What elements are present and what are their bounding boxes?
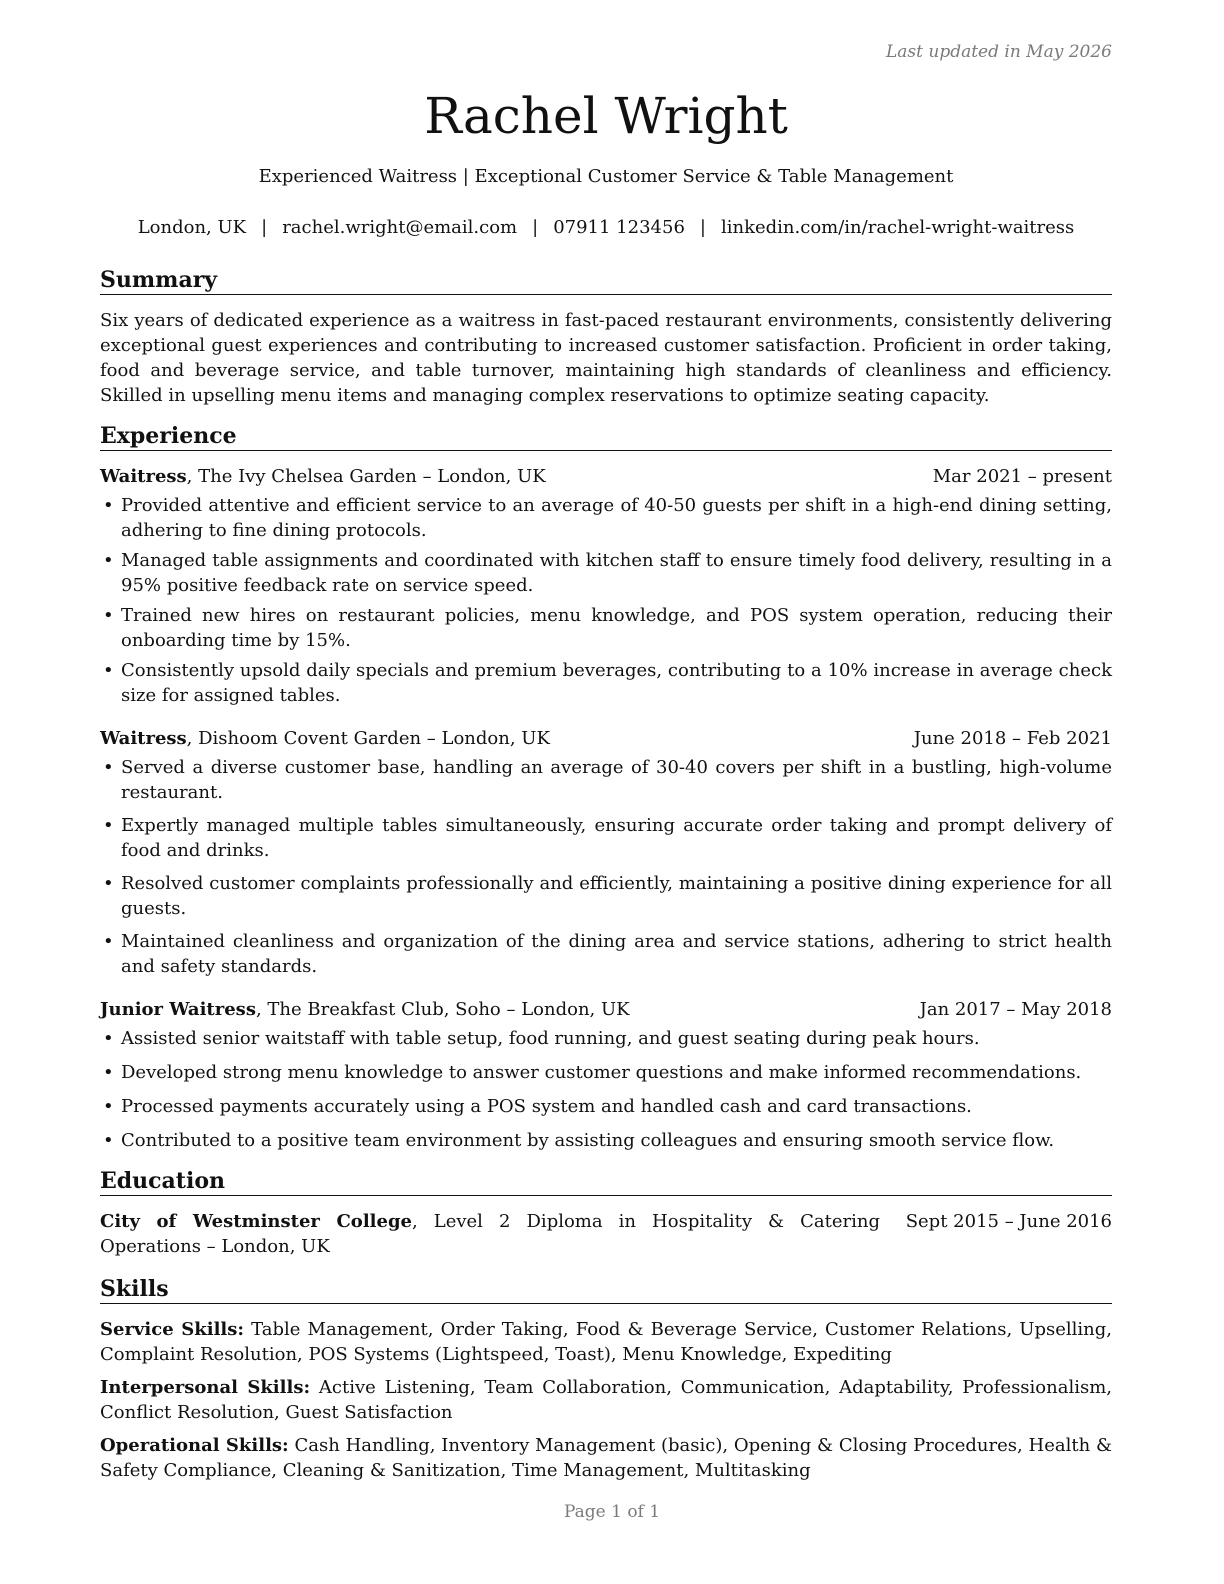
contact-location: London, UK — [137, 217, 247, 238]
job-bullet-text: Consistently upsold daily specials and premium beverages, contributing to a 10% increase in average check size for assigned tables. — [121, 660, 1112, 706]
job-bullets — [100, 493, 1112, 708]
education-entry — [100, 1209, 1112, 1259]
job-role-place — [100, 997, 630, 1022]
bullet-icon: • — [103, 815, 114, 836]
job-bullet — [100, 929, 1112, 979]
education-section — [100, 1167, 1112, 1259]
job-bullet — [100, 1060, 1112, 1085]
job-entry — [100, 997, 1112, 1153]
job-entry — [100, 726, 1112, 979]
bullet-icon: • — [103, 550, 114, 571]
education-school: City of Westminster College — [100, 1211, 412, 1232]
contact-phone: 07911 123456 — [553, 217, 685, 238]
job-role: Waitress — [100, 728, 187, 749]
job-bullet — [100, 1026, 1112, 1051]
bullet-icon: • — [103, 660, 114, 681]
candidate-name: Rachel Wright — [424, 87, 788, 145]
page-number: Page 1 of 1 — [563, 1502, 661, 1522]
skill-group — [100, 1433, 1112, 1483]
job-role: Junior Waitress — [100, 999, 256, 1020]
bullet-icon: • — [103, 495, 114, 516]
section-title-skills: Skills — [100, 1275, 1112, 1304]
section-title-education: Education — [100, 1167, 1112, 1196]
experience-section — [100, 422, 1112, 1153]
job-bullet-text: Resolved customer complaints professionally and efficiently, maintaining a positive dining experience for all guests. — [121, 873, 1112, 919]
job-bullet — [100, 548, 1112, 598]
job-bullet-text: Assisted senior waitstaff with table setup, food running, and guest seating during peak hours. — [121, 1028, 980, 1049]
skill-group-items: Table Management, Order Taking, Food & Beverage Service, Customer Relations, Upselling, Complaint Resolution, POS Systems (Lightspeed, Toast), Menu Knowledge, Expediting — [100, 1319, 1112, 1365]
skill-group-label: Service Skills: — [100, 1319, 245, 1340]
job-employer: , The Ivy Chelsea Garden – London, UK — [186, 466, 546, 487]
job-bullet-text: Processed payments accurately using a POS system and handled cash and card transactions. — [121, 1096, 972, 1117]
summary-section — [100, 266, 1112, 408]
last-updated-note: Last updated in May 2026 — [885, 42, 1112, 62]
contact-separator: | — [261, 217, 268, 238]
bullet-icon: • — [103, 757, 114, 778]
job-role-place — [100, 464, 546, 489]
job-bullet — [100, 1128, 1112, 1153]
bullet-icon: • — [103, 931, 114, 952]
job-header — [100, 726, 1112, 751]
job-bullet-text: Contributed to a positive team environment by assisting colleagues and ensuring smooth service flow. — [121, 1130, 1055, 1151]
job-bullet — [100, 1094, 1112, 1119]
education-program: , Level 2 Diploma in Hospitality & Catering Operations – London, UK — [100, 1211, 880, 1257]
candidate-tagline: Experienced Waitress | Exceptional Customer Service & Table Management — [258, 166, 954, 187]
skill-group-label: Operational Skills: — [100, 1435, 289, 1456]
skill-group-items: Cash Handling, Inventory Management (basic), Opening & Closing Procedures, Health & Safety Compliance, Cleaning & Sanitization, Time Management, Multitasking — [100, 1435, 1112, 1481]
job-bullet-text: Developed strong menu knowledge to answer customer questions and make informed recommendations. — [121, 1062, 1082, 1083]
section-title-summary: Summary — [100, 266, 1112, 295]
job-bullet — [100, 493, 1112, 543]
contact-email[interactable]: rachel.wright@email.com — [282, 217, 518, 238]
summary-text: Six years of dedicated experience as a waitress in fast-paced restaurant environments, consistently delivering exceptional guest experiences and contributing to increased customer satisfaction. Proficient in order taking, food and beverage service, and table turnover, maintaining high standards of cleanliness and efficiency. Skilled in upselling menu items and managing complex reservations to optimize seating capacity. — [100, 310, 1112, 406]
job-bullet — [100, 658, 1112, 708]
bullet-icon: • — [103, 1062, 114, 1083]
education-details — [100, 1209, 880, 1259]
job-employer: , The Breakfast Club, Soho – London, UK — [255, 999, 630, 1020]
job-bullets — [100, 1026, 1112, 1153]
job-bullet-text: Expertly managed multiple tables simultaneously, ensuring accurate order taking and prompt delivery of food and drinks. — [121, 815, 1112, 861]
job-bullet-text: Served a diverse customer base, handling an average of 30-40 covers per shift in a bustling, high-volume restaurant. — [121, 757, 1112, 803]
bullet-icon: • — [103, 1130, 114, 1151]
job-bullet — [100, 813, 1112, 863]
contact-separator: | — [532, 217, 539, 238]
resume-page — [100, 40, 1112, 1491]
contact-linkedin[interactable]: linkedin.com/in/rachel-wright-waitress — [720, 217, 1075, 238]
job-dates: Mar 2021 – present — [932, 466, 1112, 487]
job-bullet — [100, 871, 1112, 921]
skill-group-label: Interpersonal Skills: — [100, 1377, 311, 1398]
job-role-place — [100, 726, 550, 751]
job-header — [100, 464, 1112, 489]
bullet-icon: • — [103, 1028, 114, 1049]
job-bullet-text: Managed table assignments and coordinated with kitchen staff to ensure timely food delivery, resulting in a 95% positive feedback rate on service speed. — [121, 550, 1112, 596]
job-entry — [100, 464, 1112, 708]
job-bullet — [100, 603, 1112, 653]
skills-section — [100, 1275, 1112, 1483]
job-dates: Jan 2017 – May 2018 — [919, 999, 1112, 1020]
section-title-experience: Experience — [100, 422, 1112, 451]
contact-line — [100, 216, 1112, 240]
job-bullet-text: Trained new hires on restaurant policies, menu knowledge, and POS system operation, reducing their onboarding time by 15%. — [121, 605, 1112, 651]
skill-group — [100, 1317, 1112, 1367]
job-bullets — [100, 755, 1112, 979]
contact-separator: | — [699, 217, 706, 238]
bullet-icon: • — [103, 873, 114, 894]
skill-group-items: Active Listening, Team Collaboration, Communication, Adaptability, Professionalism, Conflict Resolution, Guest Satisfaction — [100, 1377, 1112, 1423]
bullet-icon: • — [103, 1096, 114, 1117]
bullet-icon: • — [103, 605, 114, 626]
skill-group — [100, 1375, 1112, 1425]
education-dates: Sept 2015 – June 2016 — [905, 1211, 1112, 1232]
job-employer: , Dishoom Covent Garden – London, UK — [186, 728, 550, 749]
job-dates: June 2018 – Feb 2021 — [913, 728, 1112, 749]
job-bullet-text: Maintained cleanliness and organization of the dining area and service stations, adhering to strict health and safety standards. — [121, 931, 1112, 977]
job-header — [100, 997, 1112, 1022]
job-bullet — [100, 755, 1112, 805]
job-bullet-text: Provided attentive and efficient service to an average of 40-50 guests per shift in a high-end dining setting, adhering to fine dining protocols. — [121, 495, 1112, 541]
job-role: Waitress — [100, 466, 187, 487]
